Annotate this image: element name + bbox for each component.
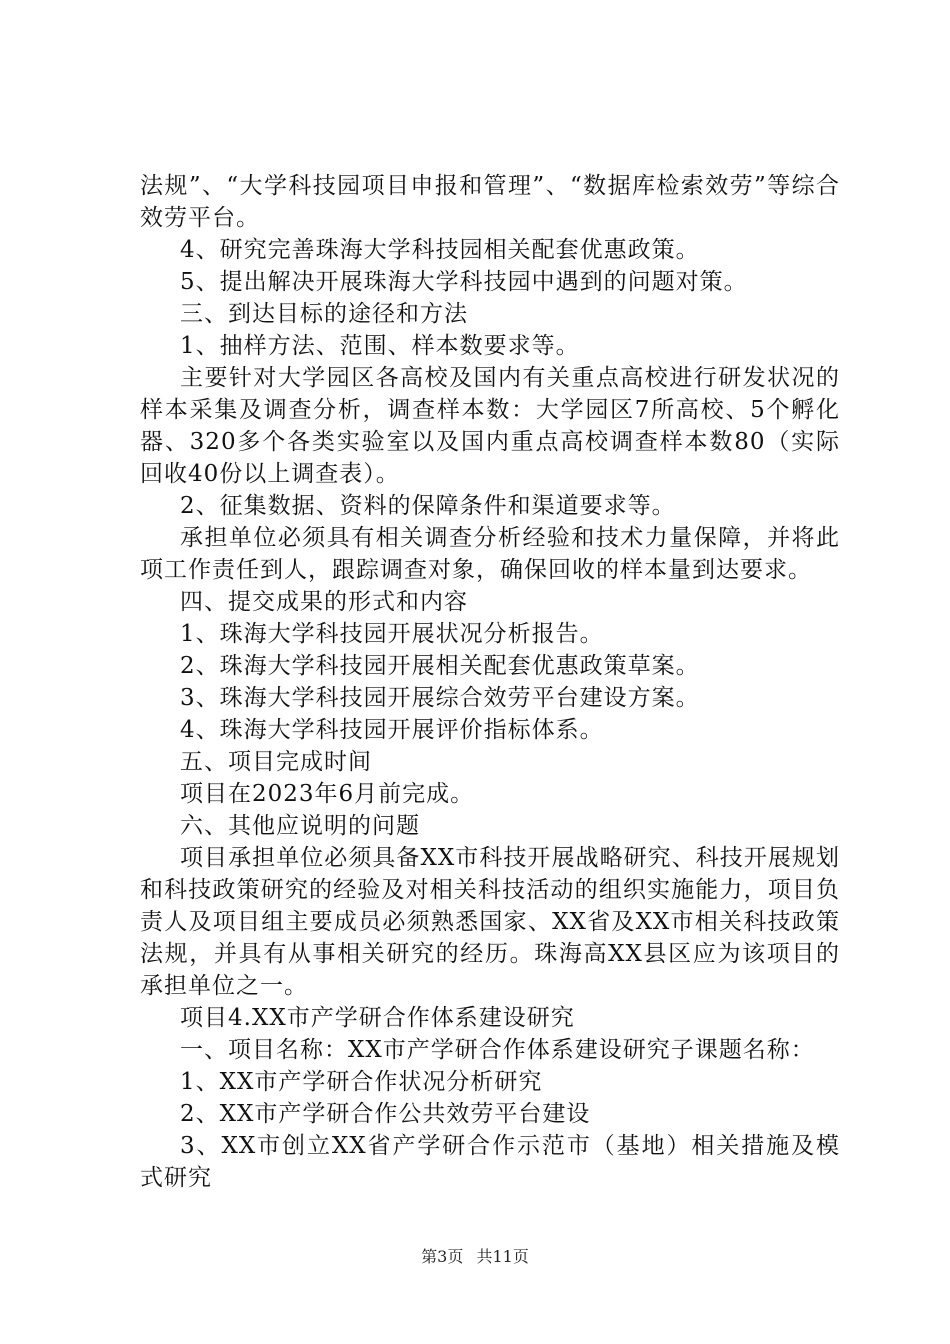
paragraph: 3、珠海大学科技园开展综合效劳平台建设方案。 xyxy=(180,685,700,711)
paragraph: 主要针对大学园区各高校及国内有关重点高校进行研发状况的样本采集及调查分析，调查样本数：大学园区7所高校、5个孵化器、320多个各类实验室以及国内重点高校调查样本数80（实际回收40份以上调查表）。 xyxy=(140,365,840,487)
paragraph: 项目在2023年6月前完成。 xyxy=(180,781,475,807)
page-total: 共11页 xyxy=(476,1247,529,1266)
section-heading: 三、到达目标的途径和方法 xyxy=(180,301,468,327)
section-heading: 五、项目完成时间 xyxy=(180,749,372,775)
section-heading: 四、提交成果的形式和内容 xyxy=(180,589,468,615)
document-body xyxy=(140,170,840,1194)
paragraph: 2、征集数据、资料的保障条件和渠道要求等。 xyxy=(180,493,676,519)
paragraph: 1、抽样方法、范围、样本数要求等。 xyxy=(180,333,580,359)
paragraph: 2、XX市产学研合作公共效劳平台建设 xyxy=(180,1101,591,1127)
page-number: 第3页 xyxy=(421,1247,464,1266)
page-footer xyxy=(0,1244,950,1267)
paragraph: 承担单位必须具有相关调查分析经验和技术力量保障，并将此项工作责任到人，跟踪调查对象，确保回收的样本量到达要求。 xyxy=(140,525,840,583)
paragraph: 1、珠海大学科技园开展状况分析报告。 xyxy=(180,621,604,647)
paragraph: 1、XX市产学研合作状况分析研究 xyxy=(180,1069,543,1095)
paragraph: 4、研究完善珠海大学科技园相关配套优惠政策。 xyxy=(180,237,700,263)
section-heading: 六、其他应说明的问题 xyxy=(180,813,420,839)
paragraph: 2、珠海大学科技园开展相关配套优惠政策草案。 xyxy=(180,653,700,679)
project-title: 项目4.XX市产学研合作体系建设研究 xyxy=(180,1005,575,1031)
paragraph: 项目承担单位必须具备XX市科技开展战略研究、科技开展规划和科技政策研究的经验及对相关科技活动的组织实施能力，项目负责人及项目组主要成员必须熟悉国家、XX省及XX市相关科技政策法规，并具有从事相关研究的经历。珠海高XX县区应为该项目的承担单位之一。 xyxy=(140,845,840,999)
paragraph: 3、XX市创立XX省产学研合作示范市（基地）相关措施及模式研究 xyxy=(140,1133,840,1191)
paragraph: 5、提出解决开展珠海大学科技园中遇到的问题对策。 xyxy=(180,269,748,295)
paragraph: 4、珠海大学科技园开展评价指标体系。 xyxy=(180,717,604,743)
paragraph: 一、项目名称：XX市产学研合作体系建设研究子课题名称： xyxy=(180,1037,815,1063)
paragraph: 法规”、“大学科技园项目申报和管理”、“数据库检索效劳”等综合效劳平台。 xyxy=(140,173,840,231)
